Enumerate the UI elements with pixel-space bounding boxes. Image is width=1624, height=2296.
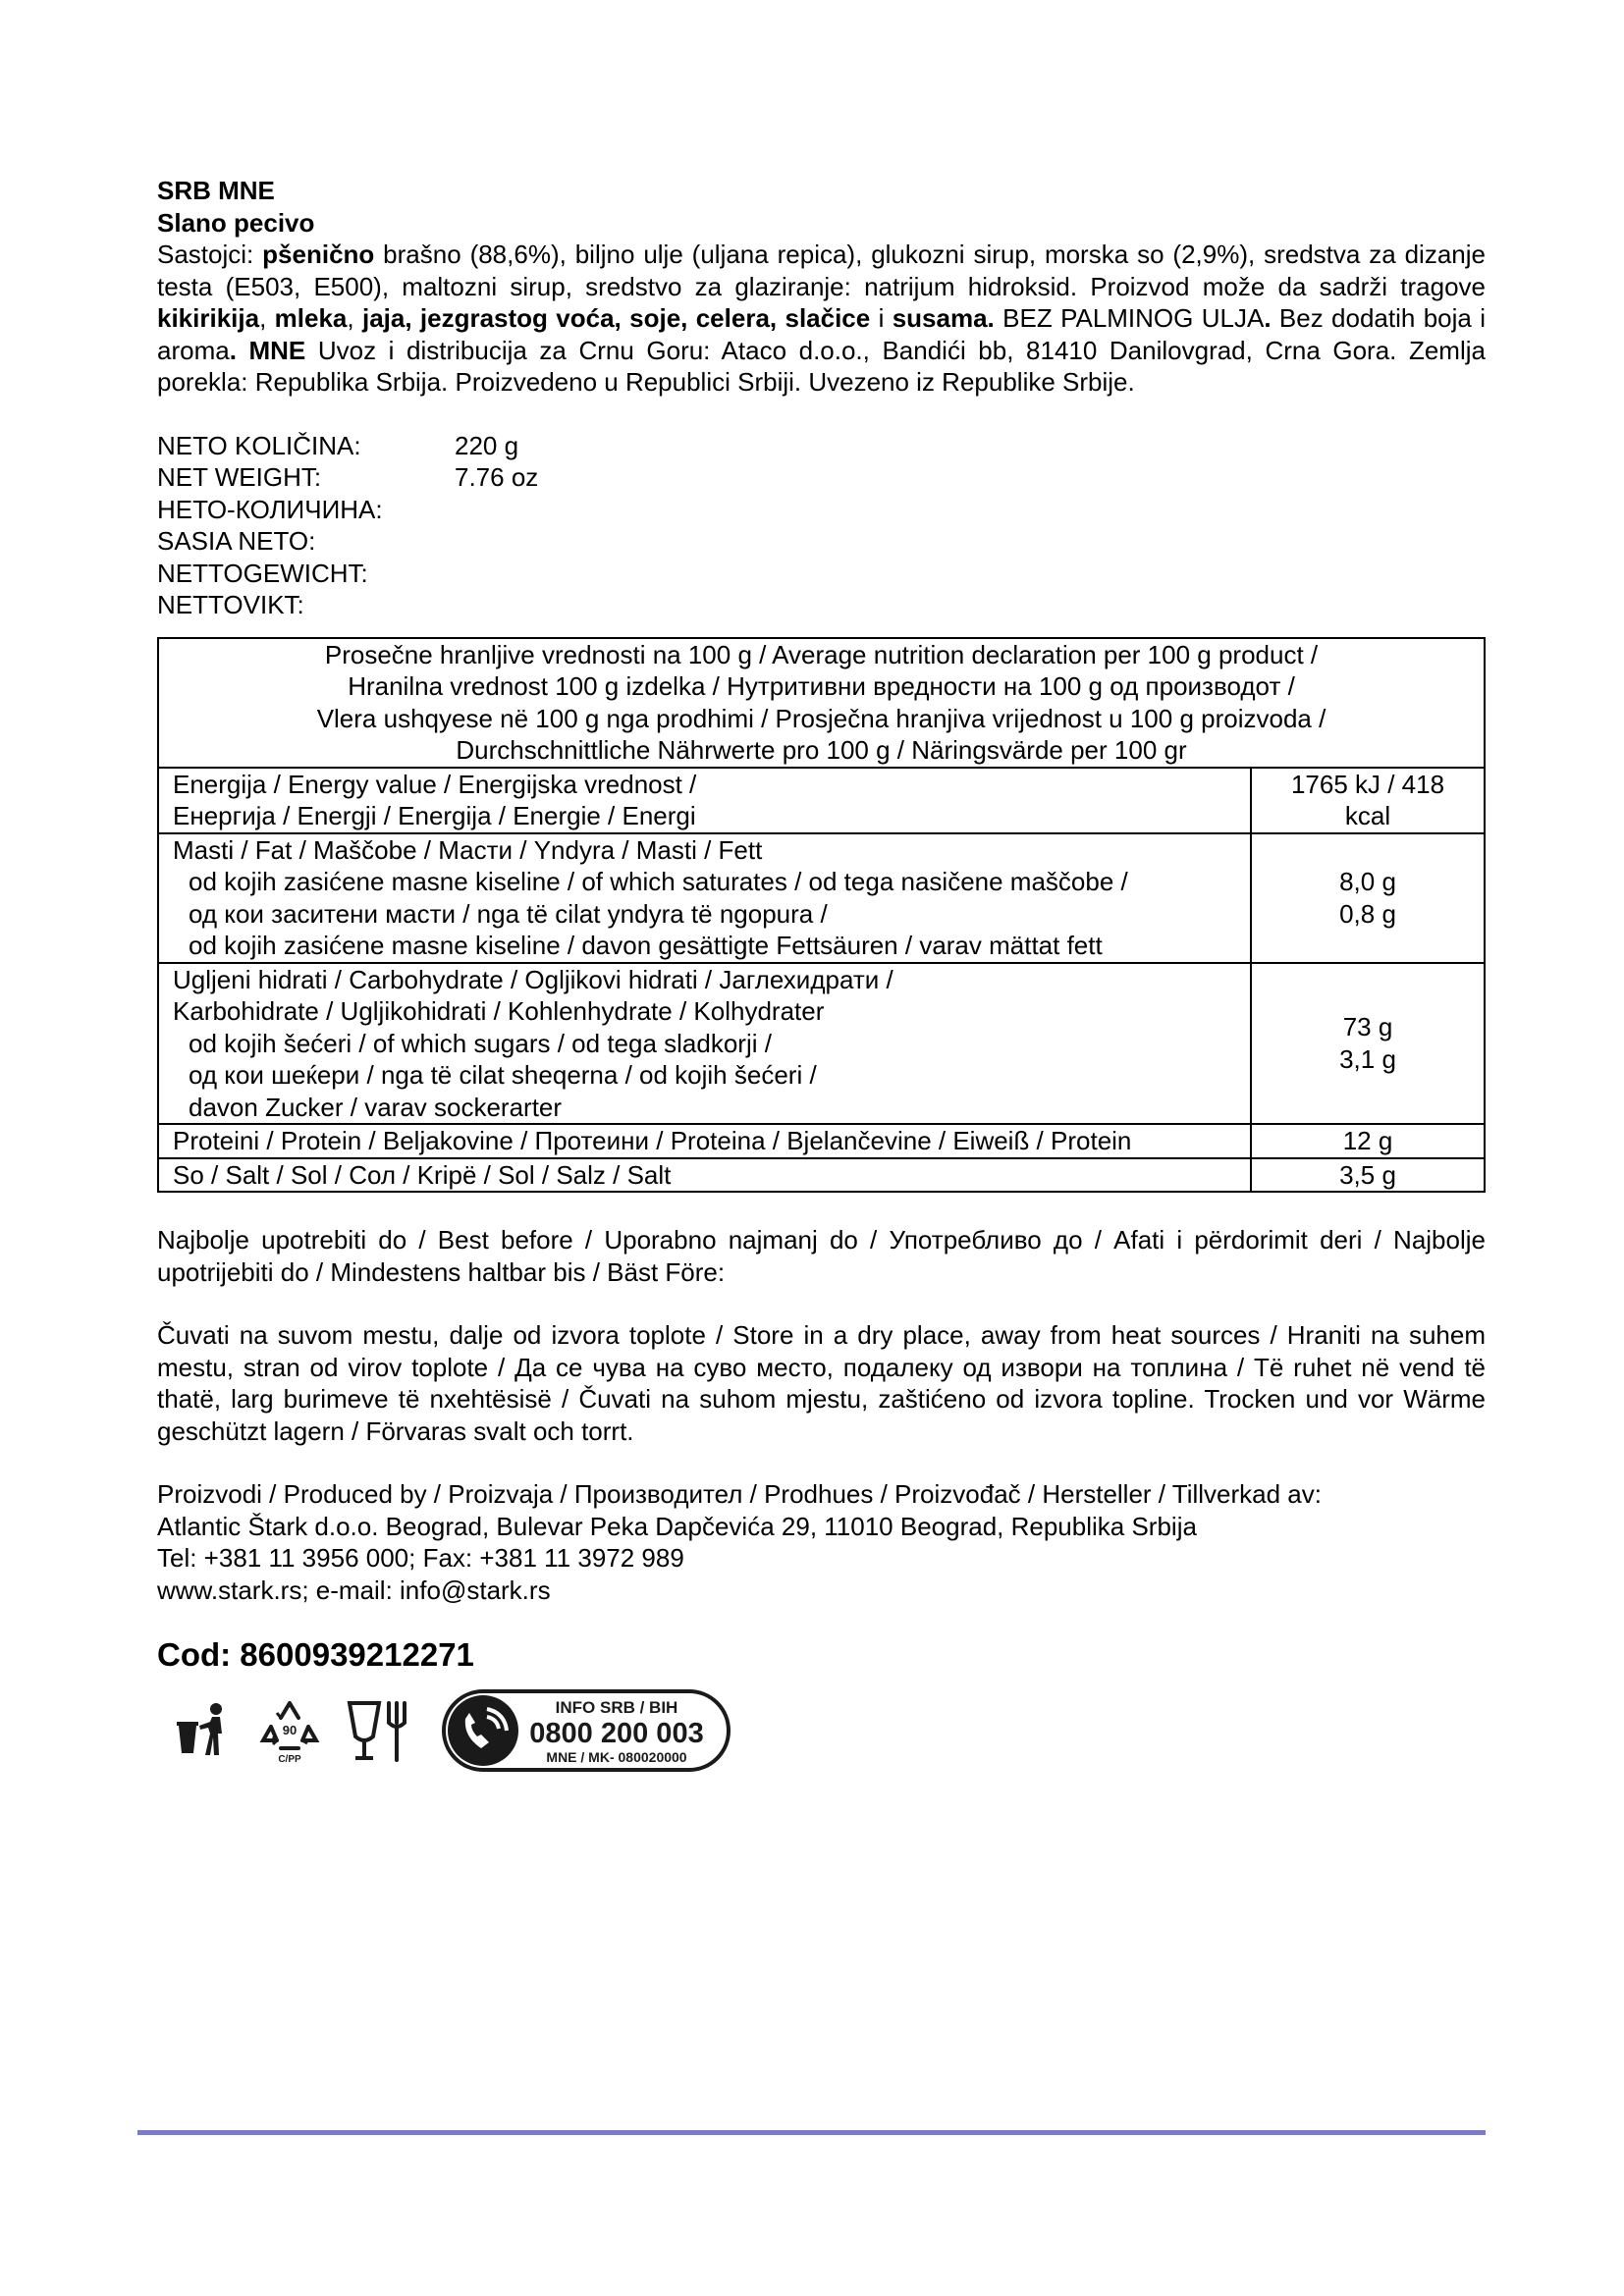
- storage-instructions: Čuvati na suvom mestu, dalje od izvora toplote / Store in a dry place, away from heat sources / Hraniti na suhem mestu, stran od virov toplote / Да се чува на суво место, подалеку од извори на топлина / Të ruhet në vend të thatë, larg burimeve të nxehtësisë / Čuvati na suhom mjestu, zaštićeno od izvora topline. Trocken und vor Wärme geschützt lagern / Förvaras svalt och torrt.: [157, 1320, 1486, 1446]
- allergen-list: jaja, jezgrastog voća, soje, celera, slačice: [361, 303, 871, 333]
- salt-label: So / Salt / Sol / Сол / Kripë / Sol / Salz / Salt: [158, 1158, 1251, 1193]
- energy-row: [158, 768, 1485, 833]
- net-weight-block: [157, 430, 1486, 621]
- markets-heading: SRB MNE: [157, 176, 275, 205]
- ingredients-paragraph: [157, 239, 1486, 399]
- recycle-pp-icon: [259, 1697, 320, 1764]
- fat-value: 8,0 g 0,8 g: [1251, 833, 1485, 963]
- nutrition-header: Prosečne hranljive vrednosti na 100 g / Average nutrition declaration per 100 g product / Hranilna vrednost 100 g izdelka / Нутритивни вредности на 100 g од производот / Vlera ushqyese në 100 g nga prodhimi / Prosječna hranjiva vrijednost u 100 g proizvoda / Durchschnittliche Nährwerte pro 100 g / Näringsvärde per 100 gr: [158, 638, 1485, 768]
- info-phone-badge: [442, 1689, 731, 1772]
- producer-heading: Proizvodi / Produced by / Proizvaja / Производител / Prodhues / Proizvođač / Hersteller / Tillverkad av:: [157, 1479, 1322, 1509]
- net-weight-row: НЕТО-КОЛИЧИНА:: [157, 494, 383, 524]
- producer-address: Atlantic Štark d.o.o. Beograd, Bulevar Peka Dapčevića 29, 11010 Beograd, Republika Srbija: [157, 1511, 1197, 1541]
- nutrition-table: [157, 637, 1486, 1194]
- producer-web: www.stark.rs; e-mail: info@stark.rs: [157, 1575, 551, 1605]
- ingredients-period: .: [1264, 303, 1272, 333]
- net-weight-row: NETO KOLIČINA: 220 g: [157, 430, 519, 460]
- palm-free-note: BEZ PALMINOG ULJA: [994, 303, 1265, 333]
- ingredients-sep: i: [870, 303, 893, 333]
- info-title: INFO SRB / BIH: [555, 1698, 678, 1717]
- fat-row: [158, 833, 1485, 963]
- info-mne-number: MNE / MK- 080020000: [546, 1749, 687, 1765]
- producer-phone: Tel: +381 11 3956 000; Fax: +381 11 3972 989: [157, 1543, 684, 1573]
- allergen-milk: mleka: [274, 303, 348, 333]
- import-info: Uvoz i distribucija za Crnu Goru: Ataco d.o.o., Bandići bb, 81410 Danilovgrad, Crna Gora. Zemlja porekla: Republika Srbija. Proizvedeno u Republici Srbiji. Uvezeno iz Republike Srbije.: [157, 335, 1486, 397]
- allergen-sesame: susama.: [892, 303, 995, 333]
- carbohydrate-value: 73 g 3,1 g: [1251, 963, 1485, 1125]
- carbohydrate-row: [158, 963, 1485, 1125]
- ingredients-sep: ,: [259, 303, 275, 333]
- net-weight-row: NETTOVIKT:: [157, 590, 304, 619]
- ingredients-text: brašno (88,6%), biljno ulje (uljana repica), glukozni sirup, morska so (2,9%), sredstva za dizanje testa (E503, E500), maltozni sirup, sredstvo za glaziranje: natrijum hidroksid. Proizvod može da sadrži tragove: [157, 240, 1486, 301]
- fat-label: Masti / Fat / Maščobe / Масти / Yndyra / Masti / Fett od kojih zasićene masne kiseline / of which saturates / od tega nasičene maščobe / од кои заситени масти / nga të cilat yndyra të ngopura / od kojih zasićene masne kiseline / davon gesättigte Fettsäuren / varav mättat fett: [158, 833, 1251, 963]
- recycle-material: C/PP: [278, 1754, 301, 1764]
- net-weight-row: NET WEIGHT: 7.76 oz: [157, 462, 539, 492]
- energy-value: 1765 kJ / 418 kcal: [1251, 768, 1485, 833]
- product-code: Cod: 8600939212271: [157, 1636, 474, 1673]
- nutrition-header-row: [158, 638, 1485, 768]
- food-safe-icon: [344, 1697, 412, 1764]
- tidyman-icon: [173, 1700, 234, 1761]
- ingredients-sep: ,: [347, 303, 362, 333]
- recycle-number: 90: [282, 1723, 298, 1737]
- ingredients-lead: Sastojci:: [157, 240, 263, 269]
- salt-value: 3,5 g: [1251, 1158, 1485, 1193]
- no-additives-note: Bez dodatih boja i aroma: [157, 303, 1486, 365]
- salt-row: [158, 1158, 1485, 1193]
- protein-label: Proteini / Protein / Beljakovine / Протеини / Proteina / Bjelančevine / Eiweiß / Protein: [158, 1124, 1251, 1158]
- symbol-row: [157, 1686, 1486, 1775]
- allergen-peanut: kikirikija: [157, 303, 260, 333]
- energy-label: Energija / Energy value / Energijska vrednost / Енергија / Energji / Energija / Energie / Energi: [158, 768, 1251, 833]
- ingredient-wheat: pšenično: [262, 240, 375, 269]
- protein-row: [158, 1124, 1485, 1158]
- document-body: [157, 175, 1486, 1775]
- net-weight-row: SASIA NETO:: [157, 526, 316, 556]
- carbohydrate-label: Ugljeni hidrati / Carbohydrate / Ogljikovi hidrati / Јаглехидрати / Karbohidrate / Ugljikohidrati / Kohlenhydrate / Kolhydrater od kojih šećeri / of which sugars / od tega sladkorji / од кои шеќери / nga të cilat sheqerna / od kojih šećeri / davon Zucker / varav sockerarter: [158, 963, 1251, 1125]
- best-before: Najbolje upotrebiti do / Best before / Uporabno najmanj do / Употребливо до / Afati i përdorimit deri / Najbolje upotrijebiti do / Mindestens haltbar bis / Bäst Före:: [157, 1225, 1486, 1287]
- protein-value: 12 g: [1251, 1124, 1485, 1158]
- product-name: Slano pecivo: [157, 207, 315, 238]
- mne-label: . MNE: [229, 335, 306, 365]
- net-weight-row: NETTOGEWICHT:: [157, 558, 368, 588]
- footer-divider: [137, 2130, 1486, 2135]
- producer-block: [157, 1478, 1486, 1606]
- info-phone-number: 0800 200 003: [529, 1718, 704, 1749]
